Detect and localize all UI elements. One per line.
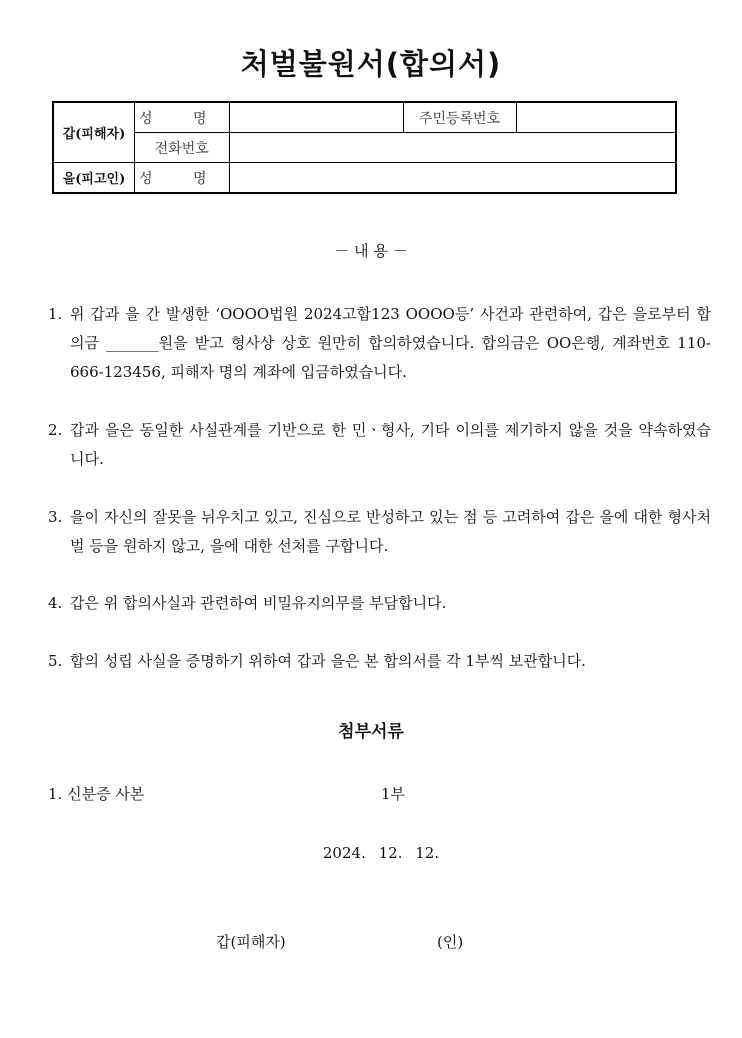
item-number: 4.	[48, 594, 63, 612]
party-a-name-label: 성 명	[135, 102, 230, 133]
item-number: 2.	[48, 421, 63, 439]
attachment-count: 1부	[381, 785, 406, 803]
document-date: 2024. 12. 12.	[322, 844, 440, 862]
agreement-item	[48, 300, 711, 387]
agreement-item	[48, 503, 711, 561]
party-b-name-field[interactable]	[229, 163, 676, 194]
attachments-heading: 첨부서류	[338, 722, 404, 742]
item-text: 위 갑과 을 간 발생한 ‘OOOO법원 2024고합123 OOOO등’ 사건과 관련하여, 갑은 을로부터 합의금 _______원을 받고 형사상 상호 원만히 합의하였습니다. 합의금은 OO은행, 계좌번호 110-666-123456, 피해자 명의 계좌에 입금하였습니다.	[70, 305, 711, 381]
party-info-table	[52, 101, 677, 194]
party-a-id-field[interactable]	[516, 102, 676, 133]
content-section-heading: － 내 용 －	[334, 242, 408, 260]
agreement-item	[48, 589, 711, 618]
agreement-item	[48, 416, 711, 474]
item-text: 갑과 을은 동일한 사실관계를 기반으로 한 민ㆍ형사, 기타 이의를 제기하지 않을 것을 약속하였습니다.	[70, 421, 711, 468]
party-a-label: 갑(피해자)	[53, 102, 135, 163]
item-text: 합의 성립 사실을 증명하기 위하여 갑과 을은 본 합의서를 각 1부씩 보관합니다.	[70, 652, 586, 670]
party-a-id-label: 주민등록번호	[403, 102, 516, 133]
party-b-label: 을(피고인)	[53, 163, 135, 194]
signature-seal[interactable]: (인)	[437, 933, 464, 951]
item-number: 5.	[48, 652, 63, 670]
item-number: 3.	[48, 508, 63, 526]
item-text: 갑은 위 합의사실과 관련하여 비밀유지의무를 부담합니다.	[70, 594, 447, 612]
item-number: 1.	[48, 305, 63, 323]
item-text: 을이 자신의 잘못을 뉘우치고 있고, 진심으로 반성하고 있는 점 등 고려하여 갑은 을에 대한 형사처벌 등을 원하지 않고, 을에 대한 선처를 구합니다.	[70, 508, 711, 555]
agreement-item	[48, 647, 711, 676]
party-a-name-field[interactable]	[229, 102, 403, 133]
document-title: 처벌불원서(합의서)	[240, 47, 502, 81]
agreement-items	[48, 300, 711, 676]
party-a-phone-label: 전화번호	[135, 133, 230, 163]
attachment-item: 1. 신분증 사본	[48, 785, 145, 803]
party-a-phone-field[interactable]	[229, 133, 676, 163]
party-b-name-label: 성 명	[135, 163, 230, 194]
signature-party-label: 갑(피해자)	[216, 933, 286, 951]
